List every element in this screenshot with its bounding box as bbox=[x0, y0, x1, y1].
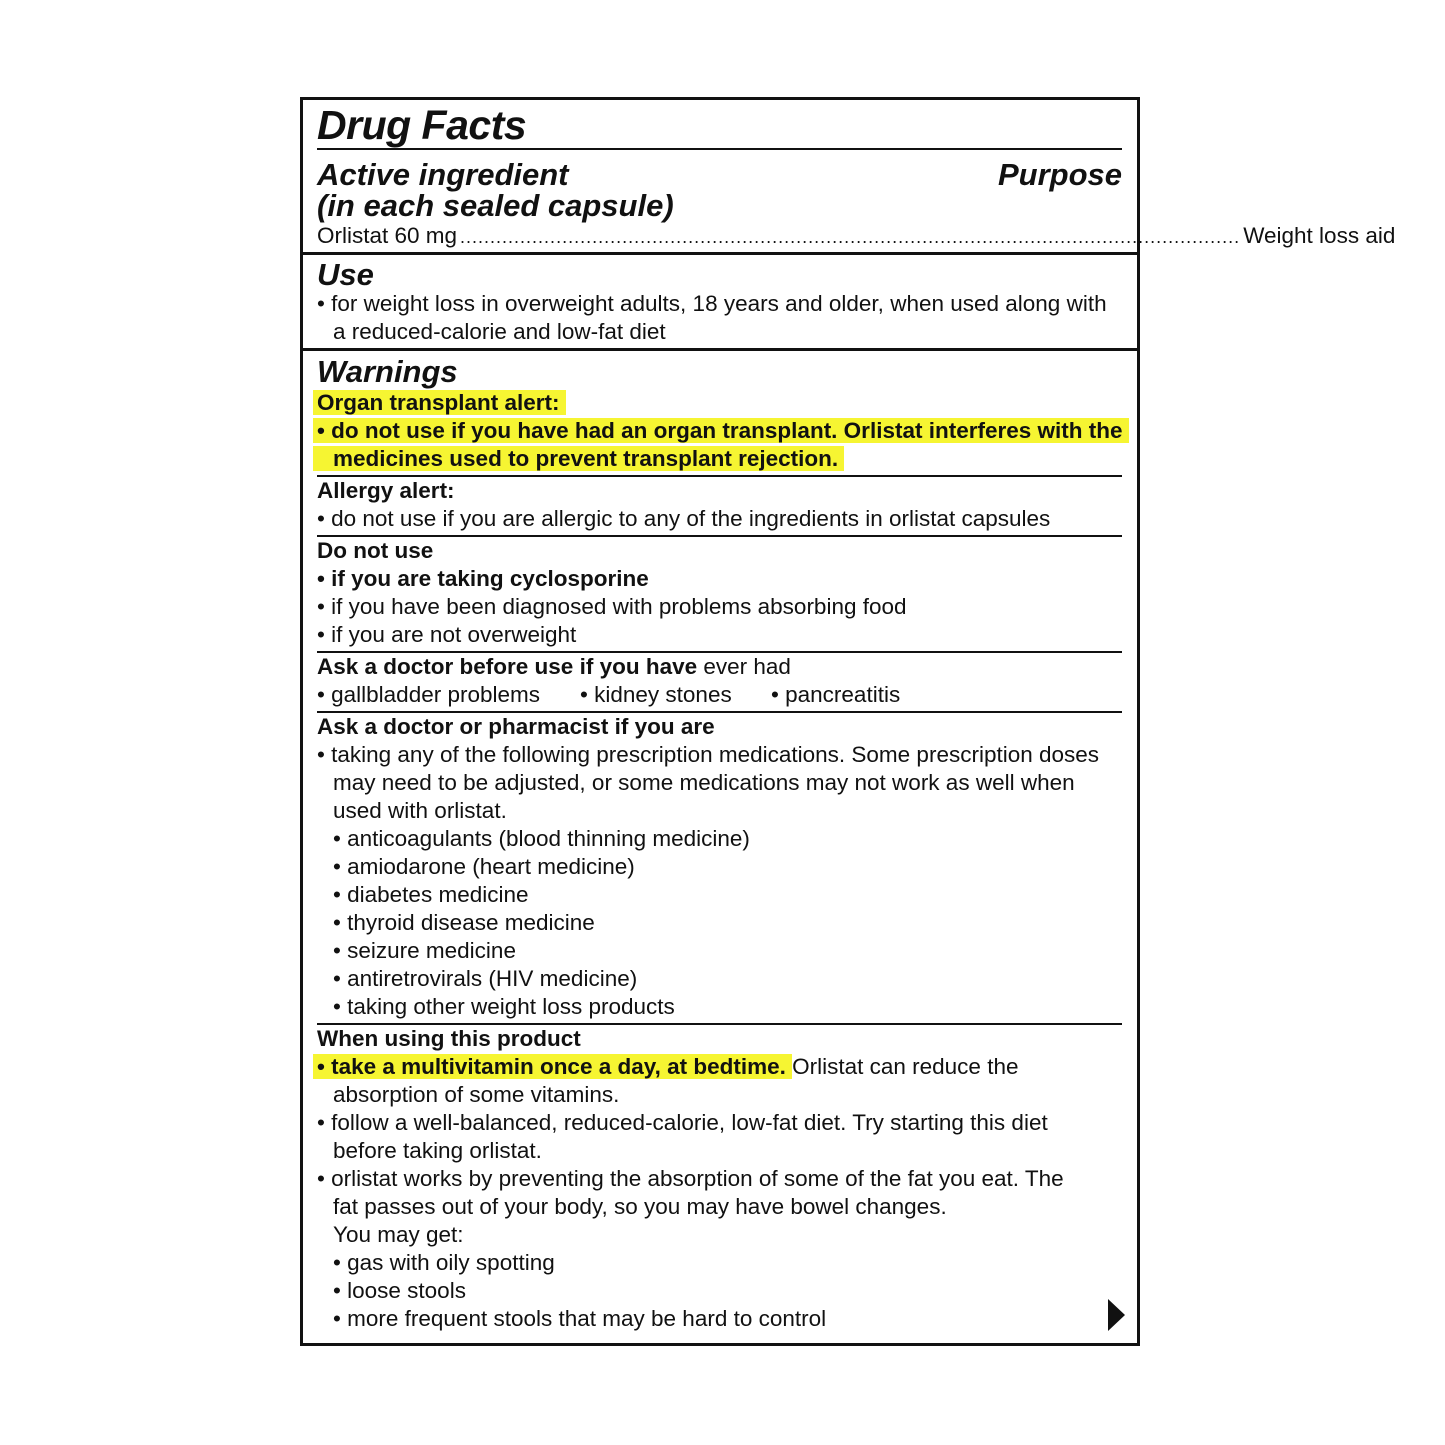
when-using-section bbox=[303, 1025, 1137, 1333]
ask-doctor-heading-rest: ever had bbox=[697, 654, 791, 679]
dot-leader: .................................................................................................................................. bbox=[460, 227, 1241, 247]
when-using-line: absorption of some vitamins. bbox=[333, 1082, 620, 1107]
medication-item: • thyroid disease medicine bbox=[333, 910, 595, 935]
ask-pharmacist-line: used with orlistat. bbox=[333, 798, 507, 823]
ask-pharmacist-heading: Ask a doctor or pharmacist if you are bbox=[317, 714, 715, 739]
warnings-section bbox=[303, 351, 1137, 473]
medication-item: • anticoagulants (blood thinning medicine) bbox=[333, 826, 750, 851]
purpose-heading: Purpose bbox=[997, 157, 1122, 192]
warnings-heading: Warnings bbox=[317, 354, 458, 389]
ask-doctor-item: • kidney stones bbox=[580, 682, 732, 707]
active-ingredient-section bbox=[303, 150, 1396, 250]
use-section bbox=[303, 255, 1137, 346]
when-using-heading: When using this product bbox=[317, 1026, 581, 1051]
ask-doctor-item: • gallbladder problems bbox=[317, 682, 541, 707]
medication-item: • seizure medicine bbox=[333, 938, 516, 963]
drug-facts-panel bbox=[300, 97, 1396, 1346]
do-not-use-section bbox=[303, 537, 1137, 649]
ask-doctor-heading: Ask a doctor before use if you have bbox=[317, 654, 698, 679]
medication-item: • antiretrovirals (HIV medicine) bbox=[333, 966, 638, 991]
active-ingredient-subheading: (in each sealed capsule) bbox=[317, 188, 674, 223]
ingredient: Orlistat 60 mg bbox=[317, 223, 458, 248]
do-not-use-item: • if you are not overweight bbox=[317, 622, 577, 647]
when-using-line: • follow a well-balanced, reduced-calorie, low-fat diet. Try starting this diet bbox=[317, 1110, 1048, 1135]
ask-pharmacist-line: may need to be adjusted, or some medications may not work as well when bbox=[333, 770, 1075, 795]
when-using-line: You may get: bbox=[333, 1222, 464, 1247]
side-effect-item: • loose stools bbox=[333, 1278, 466, 1303]
use-line: a reduced-calorie and low-fat diet bbox=[333, 319, 666, 344]
organ-transplant-heading: Organ transplant alert: bbox=[313, 390, 566, 415]
triangle-right-icon bbox=[1108, 1299, 1125, 1331]
when-using-line: Orlistat can reduce the bbox=[785, 1054, 1019, 1079]
allergy-line: • do not use if you are allergic to any of the ingredients in orlistat capsules bbox=[317, 506, 1051, 531]
do-not-use-heading: Do not use bbox=[317, 538, 434, 563]
medication-item: • diabetes medicine bbox=[333, 882, 529, 907]
ask-pharmacist-section bbox=[303, 713, 1137, 1021]
do-not-use-item: • if you have been diagnosed with problems absorbing food bbox=[317, 594, 907, 619]
when-using-line: before taking orlistat. bbox=[333, 1138, 542, 1163]
when-using-line: • orlistat works by preventing the absorption of some of the fat you eat. The bbox=[317, 1166, 1064, 1191]
ask-doctor-item: • pancreatitis bbox=[771, 682, 901, 707]
allergy-section bbox=[303, 477, 1137, 533]
side-effect-item: • gas with oily spotting bbox=[333, 1250, 555, 1275]
when-using-line: fat passes out of your body, so you may have bowel changes. bbox=[333, 1194, 947, 1219]
organ-transplant-line: medicines used to prevent transplant rejection. bbox=[313, 446, 844, 471]
medication-item: • taking other weight loss products bbox=[333, 994, 675, 1019]
active-ingredient-heading: Active ingredient bbox=[317, 157, 569, 192]
page-title: Drug Facts bbox=[317, 102, 527, 148]
ask-doctor-section bbox=[303, 653, 1137, 709]
side-effect-item: • more frequent stools that may be hard to control bbox=[333, 1306, 827, 1331]
allergy-heading: Allergy alert: bbox=[317, 478, 455, 503]
use-line: • for weight loss in overweight adults, 18 years and older, when used along with bbox=[317, 291, 1107, 316]
multivitamin-highlight: • take a multivitamin once a day, at bedtime. bbox=[313, 1054, 792, 1079]
use-heading: Use bbox=[317, 257, 374, 292]
ask-pharmacist-line: • taking any of the following prescription medications. Some prescription doses bbox=[317, 742, 1100, 767]
purpose: Weight loss aid bbox=[1243, 223, 1396, 248]
organ-transplant-line: • do not use if you have had an organ transplant. Orlistat interferes with the bbox=[313, 418, 1129, 443]
medication-item: • amiodarone (heart medicine) bbox=[333, 854, 635, 879]
do-not-use-item: • if you are taking cyclosporine bbox=[317, 566, 649, 591]
